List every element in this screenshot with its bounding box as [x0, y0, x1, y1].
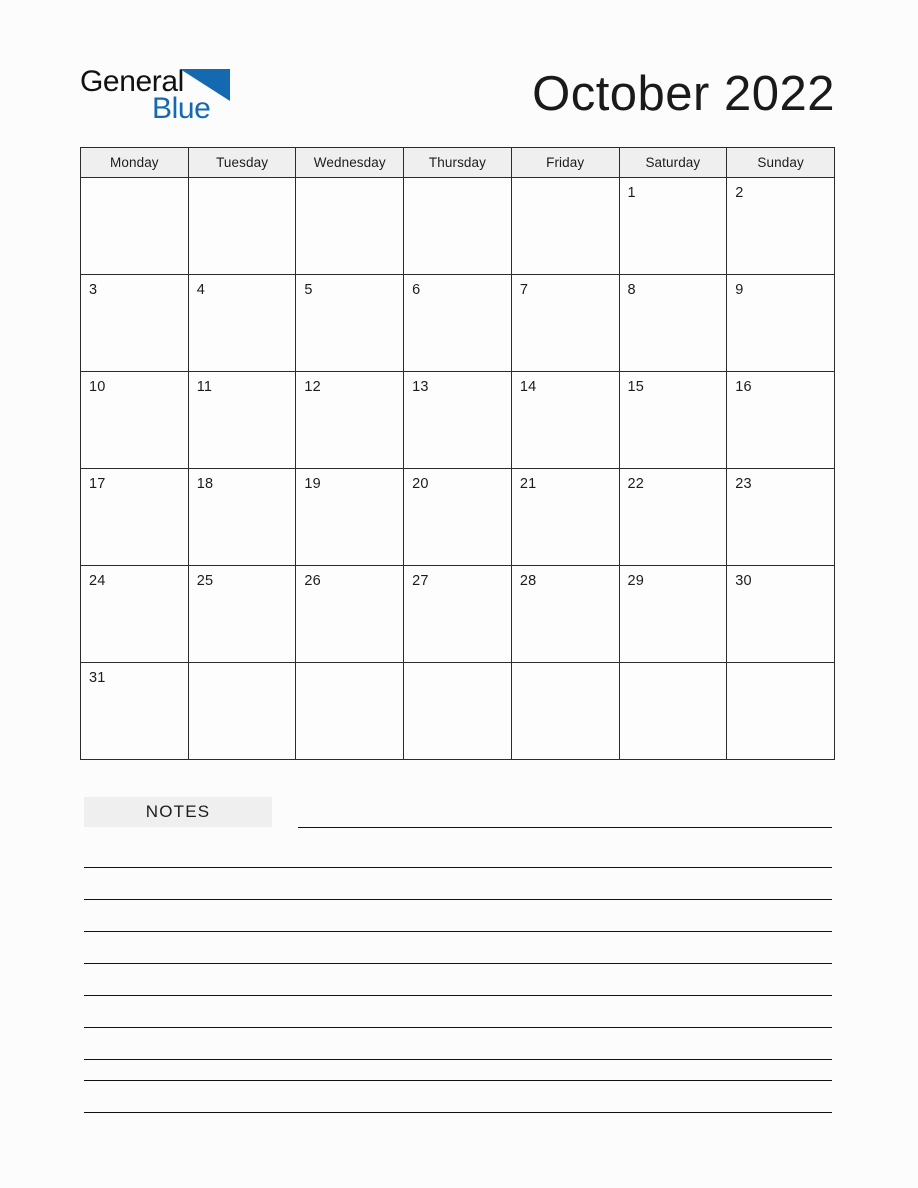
day-number: 17	[89, 476, 106, 492]
day-number: 16	[735, 379, 752, 395]
calendar-grid	[80, 147, 835, 760]
day-number: 28	[519, 573, 537, 589]
day-number: 20	[412, 476, 429, 492]
page-header	[80, 58, 835, 130]
calendar-body	[81, 178, 835, 760]
weekday-header-sunday: Sunday	[727, 148, 835, 178]
weekday-header-monday: Monday	[81, 148, 189, 178]
weekday-header-thursday: Thursday	[404, 148, 512, 178]
calendar-day-cell[interactable]	[296, 663, 404, 760]
day-number: 8	[627, 282, 636, 298]
notes-line[interactable]	[84, 1059, 832, 1060]
triangle-icon	[180, 69, 230, 101]
calendar-day-cell[interactable]	[404, 469, 512, 566]
day-number: 18	[196, 476, 214, 492]
day-number: 24	[89, 573, 106, 589]
calendar-day-cell[interactable]	[511, 469, 619, 566]
calendar-day-cell[interactable]	[404, 275, 512, 372]
calendar-day-cell[interactable]	[81, 469, 189, 566]
weekday-header-wednesday: Wednesday	[296, 148, 404, 178]
day-number: 30	[735, 573, 752, 589]
notes-line[interactable]	[84, 867, 832, 868]
notes-label: NOTES	[145, 802, 211, 821]
calendar-week-row	[81, 469, 835, 566]
calendar-week-row	[81, 372, 835, 469]
notes-line[interactable]	[298, 827, 832, 828]
calendar-day-cell[interactable]	[511, 566, 619, 663]
day-number: 12	[304, 379, 321, 395]
page-title: October 2022	[532, 66, 835, 121]
weekday-header-friday: Friday	[511, 148, 619, 178]
calendar-day-cell[interactable]	[404, 178, 512, 275]
logo-text-blue: Blue	[152, 92, 211, 125]
day-number: 9	[735, 282, 744, 298]
day-number: 14	[519, 379, 537, 395]
day-number: 6	[412, 282, 421, 298]
day-number: 15	[627, 379, 645, 395]
calendar-day-cell[interactable]	[404, 566, 512, 663]
weekday-header-row	[81, 148, 835, 178]
calendar-day-cell[interactable]	[511, 178, 619, 275]
day-number: 4	[196, 282, 205, 298]
notes-line[interactable]	[84, 995, 832, 996]
calendar-day-cell[interactable]	[511, 275, 619, 372]
day-number: 27	[412, 573, 429, 589]
day-number: 2	[735, 185, 744, 201]
calendar-day-cell[interactable]	[296, 178, 404, 275]
day-number: 11	[196, 379, 213, 395]
calendar-day-cell[interactable]	[727, 372, 835, 469]
day-number: 25	[196, 573, 214, 589]
calendar-day-cell[interactable]	[188, 372, 296, 469]
calendar-day-cell[interactable]	[81, 372, 189, 469]
notes-line[interactable]	[84, 1027, 832, 1028]
weekday-header-tuesday: Tuesday	[188, 148, 296, 178]
calendar-day-cell[interactable]	[188, 178, 296, 275]
calendar-day-cell[interactable]	[188, 566, 296, 663]
day-number: 21	[519, 476, 537, 492]
general-blue-logo[interactable]	[80, 63, 230, 125]
day-number: 22	[627, 476, 645, 492]
calendar-day-cell[interactable]	[727, 178, 835, 275]
calendar-day-cell[interactable]	[619, 372, 727, 469]
notes-section	[84, 797, 832, 1117]
calendar-day-cell[interactable]	[404, 663, 512, 760]
calendar-day-cell[interactable]	[511, 663, 619, 760]
calendar-week-row	[81, 566, 835, 663]
day-number: 5	[304, 282, 313, 298]
day-number: 3	[89, 282, 98, 298]
day-number: 26	[304, 573, 321, 589]
day-number: 19	[304, 476, 321, 492]
calendar-day-cell[interactable]	[727, 663, 835, 760]
notes-line[interactable]	[84, 1080, 832, 1081]
calendar-day-cell[interactable]	[81, 566, 189, 663]
calendar-day-cell[interactable]	[296, 469, 404, 566]
calendar-day-cell[interactable]	[727, 566, 835, 663]
calendar-day-cell[interactable]	[296, 275, 404, 372]
notes-label-box	[84, 797, 272, 827]
calendar-day-cell[interactable]	[81, 178, 189, 275]
weekday-header-saturday: Saturday	[619, 148, 727, 178]
day-number: 31	[89, 670, 106, 686]
calendar-day-cell[interactable]	[727, 469, 835, 566]
day-number: 23	[735, 476, 752, 492]
calendar-day-cell[interactable]	[619, 566, 727, 663]
notes-line[interactable]	[84, 963, 832, 964]
calendar-day-cell[interactable]	[619, 178, 727, 275]
calendar-day-cell[interactable]	[188, 469, 296, 566]
calendar-day-cell[interactable]	[619, 469, 727, 566]
calendar-day-cell[interactable]	[727, 275, 835, 372]
calendar-day-cell[interactable]	[296, 372, 404, 469]
calendar-day-cell[interactable]	[296, 566, 404, 663]
day-number: 13	[412, 379, 429, 395]
calendar-day-cell[interactable]	[619, 663, 727, 760]
calendar-day-cell[interactable]	[81, 663, 189, 760]
calendar-day-cell[interactable]	[511, 372, 619, 469]
calendar-day-cell[interactable]	[81, 275, 189, 372]
calendar-day-cell[interactable]	[188, 275, 296, 372]
day-number: 1	[627, 185, 636, 201]
day-number: 10	[89, 379, 106, 395]
calendar-day-cell[interactable]	[188, 663, 296, 760]
notes-line[interactable]	[84, 899, 832, 900]
day-number: 29	[627, 573, 645, 589]
notes-line[interactable]	[84, 931, 832, 932]
logo-text-general: General	[80, 65, 184, 98]
calendar-day-cell[interactable]	[619, 275, 727, 372]
calendar-week-row	[81, 275, 835, 372]
calendar-week-row	[81, 178, 835, 275]
day-number: 7	[519, 282, 529, 298]
calendar-day-cell[interactable]	[404, 372, 512, 469]
notes-line[interactable]	[84, 1112, 832, 1113]
calendar-week-row	[81, 663, 835, 760]
